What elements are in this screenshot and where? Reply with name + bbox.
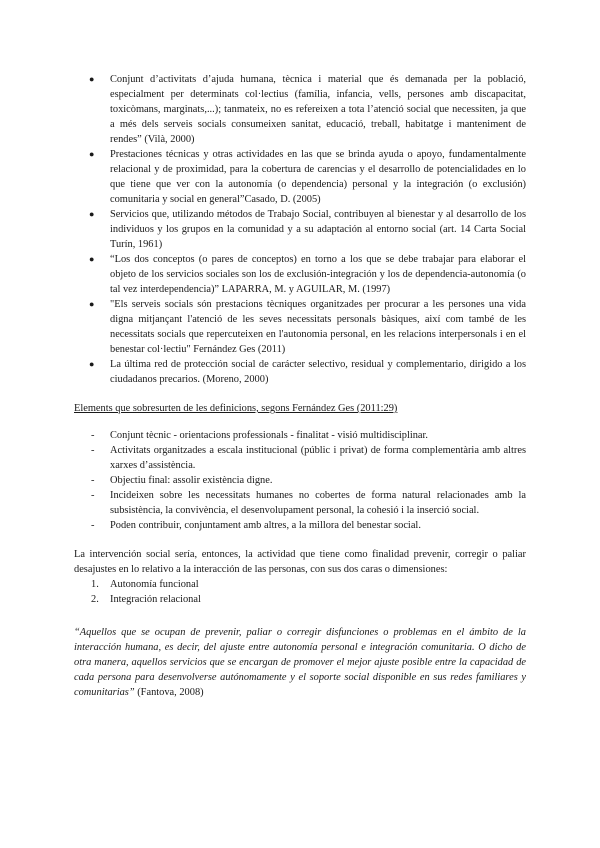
bullet-text: Prestaciones técnicas y otras actividades en las que se brinda ayuda o apoyo, fundamentalmente relacional y de proximidad, para la cobertura de carencias y el desarrollo de potencialidades en lo que tiene que ver con la autonomía (o dependencia) personal y la integración (o exclusión) comunitaria y social en general”Casado, D. (2005): [110, 149, 526, 205]
bullet-icon: ●: [89, 149, 95, 159]
intervention-paragraph: La intervención social sería, entonces, la actividad que tiene como finalidad prevenir, corregir o paliar desajustes en lo relativo a la interacción de las personas, con sus dos caras o dimensiones:: [74, 549, 526, 575]
numbered-item: [74, 592, 526, 607]
item-text: Integración relacional: [110, 594, 201, 605]
dash-text: Activitats organitzades a escala institucional (públic i privat) de forma complementària amb altres xarxes d’assistència.: [110, 445, 526, 471]
elements-list: [74, 428, 526, 533]
bullet-text: Servicios que, utilizando métodos de Trabajo Social, contribuyen al bienestar y al desarrollo de los individuos y los grupos en la comunidad y a su adaptación al entorno social (art. 14 Carta Social Turín, 1961): [110, 209, 526, 250]
item-number: 2.: [91, 594, 99, 605]
dash-text: Poden contribuir, conjuntament amb altres, a la millora del benestar social.: [110, 520, 421, 531]
quote-block: [74, 625, 526, 700]
bullet-item: [74, 357, 526, 387]
dash-item: [74, 518, 526, 533]
bullet-icon: ●: [89, 74, 95, 84]
dash-item: [74, 443, 526, 473]
dash-marker: -: [91, 490, 95, 501]
dash-item: [74, 488, 526, 518]
bullet-icon: ●: [89, 359, 95, 369]
section-heading: Elements que sobresurten de les definicions, segons Fernández Ges (2011:29): [74, 403, 398, 414]
dash-text: Incideixen sobre les necessitats humanes no cobertes de forma natural relacionades amb la subsistència, la convivència, el desenvolupament personal, la cohesió i la inserció social.: [110, 490, 526, 516]
bullet-icon: ●: [89, 299, 95, 309]
bullet-text: La última red de protección social de carácter selectivo, residual y complementario, dirigido a los ciudadanos precarios. (Moreno, 2000): [110, 359, 526, 385]
bullet-item: [74, 207, 526, 252]
dash-marker: -: [91, 475, 95, 486]
bullet-item: [74, 147, 526, 207]
quote-citation: (Fantova, 2008): [134, 687, 204, 698]
bullet-icon: ●: [89, 209, 95, 219]
definition-list-1: [74, 72, 526, 252]
dash-text: Conjunt tècnic - orientacions professionals - finalitat - visió multidisciplinar.: [110, 430, 429, 441]
bullet-item: [74, 252, 526, 297]
dimensions-list: [74, 577, 526, 607]
numbered-item: [74, 577, 526, 592]
bullet-text: "Els serveis socials són prestacions tècniques organitzades per procurar a les persones una vida digna mitjançant l'atenció de les seves necessitats personals bàsiques, així com també de les necessitats socials que repercuteixen en l'autonomia personal, en les relacions interpersonals i en el benestar col·lectiu" Fernández Ges (2011): [110, 299, 526, 355]
bullet-item: [74, 72, 526, 147]
bullet-icon: ●: [89, 254, 95, 264]
bullet-item: [74, 297, 526, 357]
item-text: Autonomía funcional: [110, 579, 199, 590]
bullet-text: Conjunt d’activitats d’ajuda humana, tècnica i material que és demanada per la població, especialment per determinats col·lectius (família, infancia, vells, persones amb discapacitat, toxicòmans, marginats,...); tanmateix, no es refereixen a tota l’atenció social que necessiten, ja que a més dels serveis socials consumeixen sanitat, educació, treball, habitatge i manteniment de rendes” (Vilà, 2000): [110, 74, 526, 145]
item-number: 1.: [91, 579, 99, 590]
bullet-text: “Los dos conceptos (o pares de conceptos) en torno a los que se debe trabajar para elaborar el objeto de los servicios sociales son los de exclusión-integración y los de dependencia-autonomía (o tal vez interdependencia)” LAPARRA, M. y AGUILAR, M. (1997): [110, 254, 526, 295]
dash-marker: -: [91, 445, 95, 456]
quote-text: “Aquellos que se ocupan de prevenir, paliar o corregir disfunciones o problemas en el ámbito de la interacción humana, es decir, del ajuste entre autonomía personal e integración comunitaria. O dicho de otra manera, aquellos servicios que se encargan de promover el mejor ajuste posible entre la capacidad de cada persona para desenvolverse autónomamente y el soporte social disponible en sus redes familiares y comunitarias”: [74, 627, 526, 698]
dash-item: [74, 428, 526, 443]
dash-text: Objectiu final: assolir existència digne.: [110, 475, 273, 486]
dash-item: [74, 473, 526, 488]
definition-list-2: [74, 252, 526, 387]
dash-marker: -: [91, 520, 95, 531]
dash-marker: -: [91, 430, 95, 441]
